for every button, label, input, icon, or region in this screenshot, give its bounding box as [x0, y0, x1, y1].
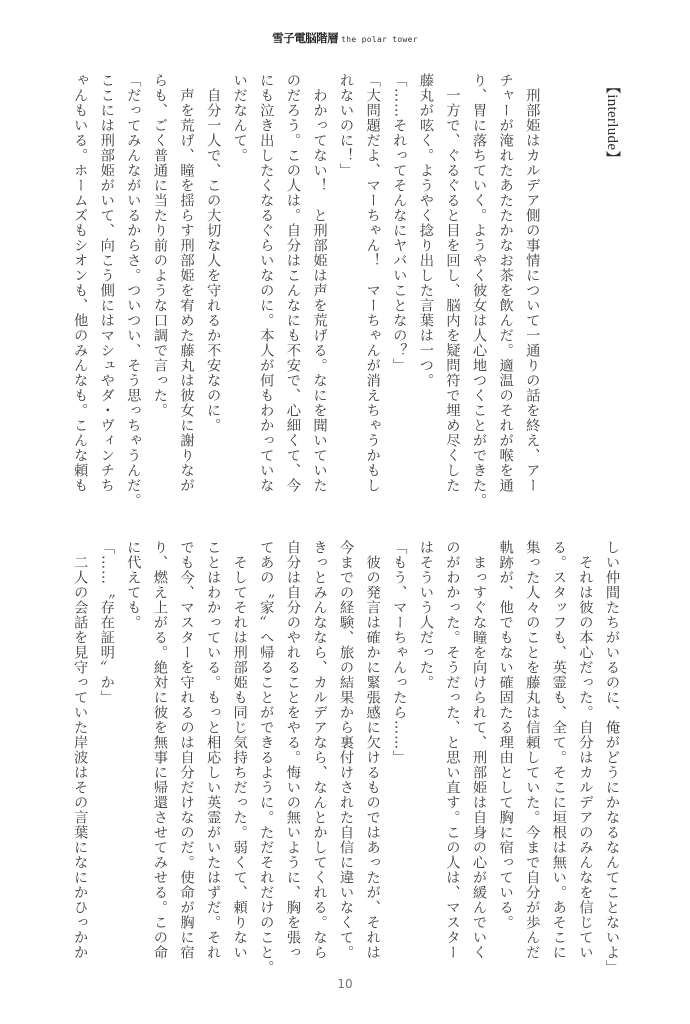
text-column: まっすぐな瞳を向けられて、刑部姫は自身の心が緩んでいく [471, 540, 488, 960]
text-column: 自分一人で、この大切な人を守れるか不安なのに。 [205, 73, 222, 433]
text-column: 藤丸が呟く。ようやく捻り出した言葉は一つ。 [417, 73, 434, 388]
text-column: る。スタッフも、英霊も、全て。そこに垣根は無い。あそこに [550, 540, 567, 960]
text-column: 自分は自分のやれることをやる。悔いの無いように、胸を張っ [284, 540, 301, 960]
header-title-en: the polar tower [341, 35, 418, 44]
text-column: チャーが淹れたあたたかなお茶を飲んだ。適温のそれが喉を通 [497, 73, 514, 493]
text-column: 軌跡が、他でもない確固たる理由として胸に宿っている。 [497, 540, 514, 930]
text-column: わかってない！ と刑部姫は声を荒げる。なにを聞いていた [311, 73, 328, 493]
text-column: ことはわかっている。もっと相応しい英霊がいたはずだ。それ [205, 540, 222, 960]
text-column: 「もう、マーちゃんったら……」 [391, 540, 408, 765]
text-column: 一方で、ぐるぐると目を回し、脳内を疑問符で埋め尽くした [444, 73, 461, 493]
text-column: でも今、マスターを守れるのは自分だけなのだ。使命が胸に宿 [178, 540, 195, 960]
text-column: てあの〝家〟へ帰ることができるように。ただそれだけのこと。 [258, 540, 275, 975]
text-column: 集った人々のことを藤丸は信頼していた。今まで自分が歩んだ [524, 540, 541, 960]
text-column: にも泣き出したくなるぐらいなのに。本人が何もわかっていな [258, 73, 275, 493]
text-column: 「だってみんながいるからさ。ついつい、そう思っちゃうんだ。 [125, 73, 142, 508]
text-column: 刑部姫はカルデア側の事情について一通りの話を終え、アー [524, 73, 541, 493]
text-column: れないのに！」 [338, 73, 355, 178]
text-column: り、胃に落ちていく。ようやく彼女は人心地つくことができた。 [471, 73, 488, 508]
text-column: 今までの経験、旅の結果から裏付けされた自信に違いなくて。 [338, 540, 355, 960]
text-column: 彼の発言は確かに緊張感に欠けるものではあったが、それは [364, 540, 381, 960]
text-column: そしてそれは刑部姫も同じ気持ちだった。弱くて、頼りない [231, 540, 248, 960]
upper-text-block [67, 73, 625, 508]
text-column: ゃんもいる。ホームズもシオンも、他のみんなも。こんな頼も [72, 73, 89, 493]
text-column: のだろう。この人は。自分はこんなにも不安で、心細くて、今 [284, 73, 301, 493]
text-column: 声を荒げ、瞳を揺らす刑部姫を宥めた藤丸は彼女に謝りなが [178, 73, 195, 493]
text-column: 「……〝存在証明〟か」 [98, 540, 115, 705]
text-column: に代えても。 [125, 540, 142, 630]
text-column [572, 73, 599, 498]
text-column: らも、ごく普通に当たり前のような口調で言った。 [151, 73, 168, 418]
text-column: ここには刑部姫がいて、向こう側にはマシュやダ・ヴィンチち [98, 73, 115, 493]
text-column: しい仲間たちがいるのに、俺がどうにかなるなんてことないよ」 [604, 540, 620, 975]
section-heading: 【interlude】 [604, 79, 620, 166]
text-column: り、燃え上がる。絶対に彼を無事に帰還させてみせる。この命 [151, 540, 168, 960]
text-column: きっとみんななら、カルデアなら、なんとかしてくれる。なら [311, 540, 328, 960]
page-number: 10 [337, 977, 353, 991]
lower-text-block [67, 540, 625, 975]
text-column: 「……それってそんなにヤバいことなの？」 [391, 73, 408, 373]
text-column: 「大問題だよ、マーちゃん！ マーちゃんが消えちゃうかもし [364, 73, 381, 493]
text-column: それは彼の本心だった。自分はカルデアのみんなを信じてい [577, 540, 594, 960]
text-column: いだなんて。 [231, 73, 248, 163]
text-column [545, 73, 572, 498]
running-header [0, 29, 690, 48]
header-title-jp: 雪子電脳階層 [272, 31, 339, 45]
text-column: のがわかった。そうだった、と思い直す。この人は、マスター [444, 540, 461, 960]
text-column: はそういう人だった。 [417, 540, 434, 690]
text-column: 二人の会話を見守っていた岸波はその言葉になにかひっかか [72, 540, 89, 960]
